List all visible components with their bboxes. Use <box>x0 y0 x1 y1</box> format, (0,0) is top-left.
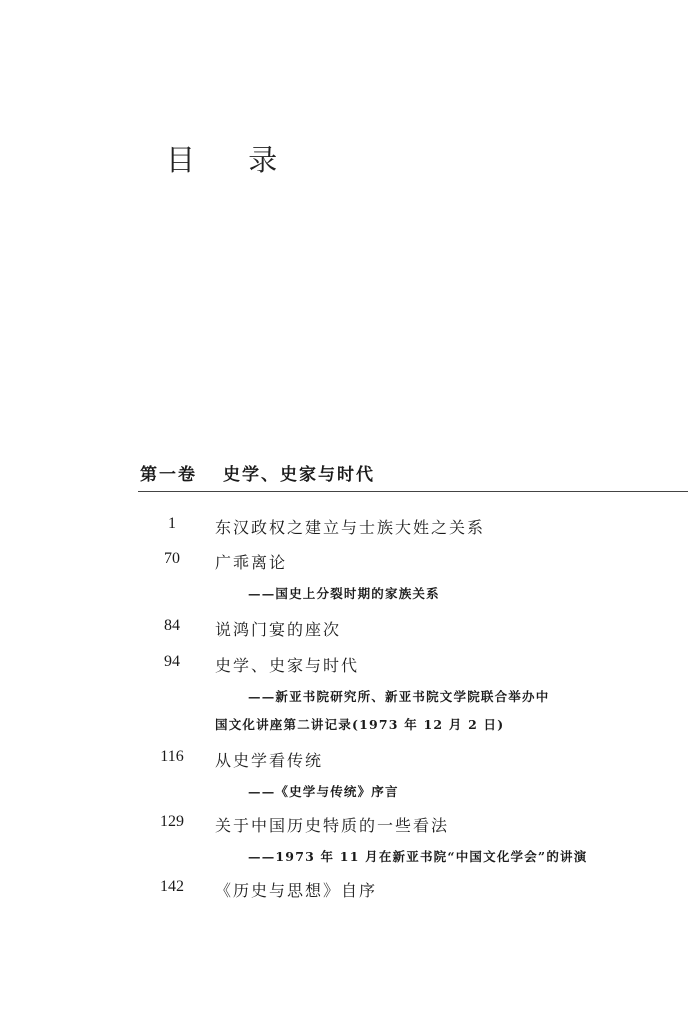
toc-entry-subtitle: ——1973 年 11 月在新亚书院“中国文化学会”的讲演 <box>248 849 588 864</box>
toc-page-number: 142 <box>160 878 184 895</box>
page-title: 目 录 <box>166 143 300 177</box>
toc-page-number: 70 <box>164 550 180 567</box>
toc-entry-title[interactable]: 史学、史家与时代 <box>215 656 360 675</box>
toc-entry-title[interactable]: 东汉政权之建立与士族大姓之关系 <box>215 518 486 537</box>
toc-entry-subtitle-continued: 国文化讲座第二讲记录(1973 年 12 月 2 日) <box>215 717 505 732</box>
toc-entry-subtitle: ——新亚书院研究所、新亚书院文学院联合举办中 <box>248 689 550 704</box>
volume-label: 第一卷 <box>140 465 197 485</box>
toc-entry-title[interactable]: 广乖离论 <box>215 553 288 572</box>
toc-page-number: 84 <box>164 617 180 634</box>
toc-page-number: 129 <box>160 813 184 830</box>
volume-title: 史学、史家与时代 <box>223 465 375 485</box>
toc-page-number: 116 <box>160 748 184 765</box>
toc-entry-title[interactable]: 从史学看传统 <box>215 751 324 770</box>
toc-entry-title[interactable]: 说鸿门宴的座次 <box>215 620 342 639</box>
toc-entry-title[interactable]: 关于中国历史特质的一些看法 <box>215 816 450 835</box>
toc-entry-subtitle: ——《史学与传统》序言 <box>248 784 399 799</box>
toc-page-number: 94 <box>164 653 180 670</box>
toc-entry-subtitle: ——国史上分裂时期的家族关系 <box>248 586 440 601</box>
toc-page-number: 1 <box>168 515 176 532</box>
volume-heading <box>140 460 375 485</box>
volume-divider <box>138 491 688 492</box>
toc-entry-title[interactable]: 《历史与思想》自序 <box>215 881 378 900</box>
